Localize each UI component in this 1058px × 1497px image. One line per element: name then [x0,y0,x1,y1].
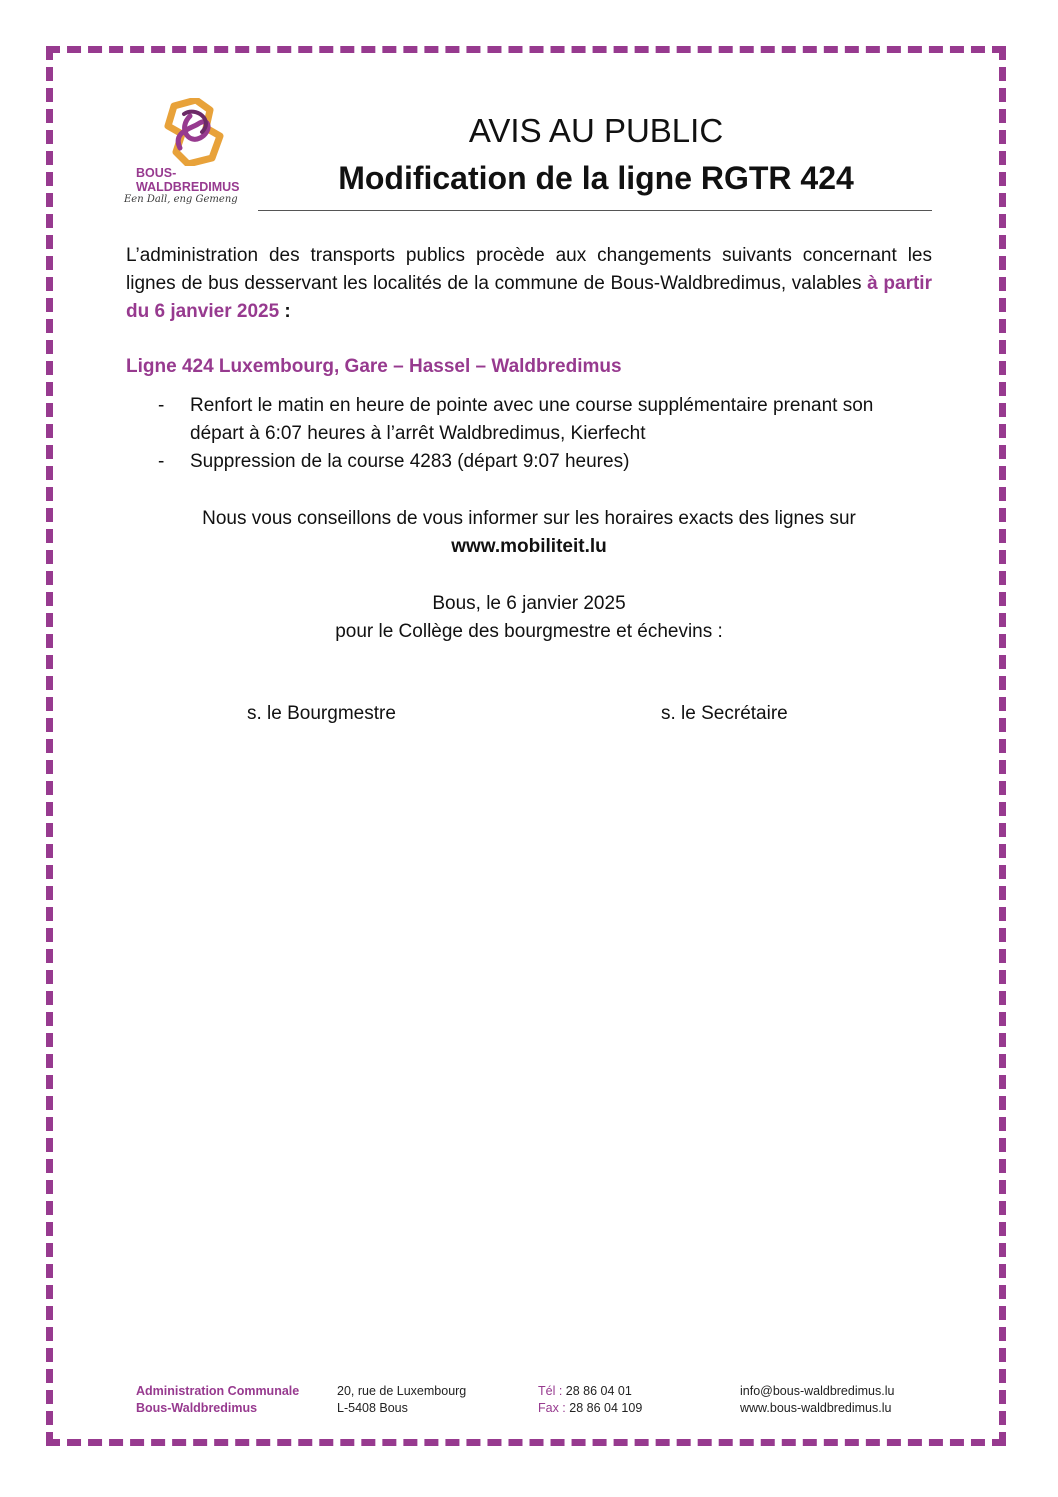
header-divider [258,210,932,211]
footer-org-line2: Bous-Waldbredimus [136,1401,258,1415]
bullet-text: Renfort le matin en heure de pointe avec une course supplémentaire prenant son départ à 6:07 heures à l’arrêt Waldbredimus, Kierfecht [190,395,874,444]
footer-address-line1: 20, rue de Luxembourg [337,1384,467,1398]
advice-text: Nous vous conseillons de vous informer sur les horaires exacts des lignes sur [202,508,856,529]
bullet-dash: - [158,395,165,416]
changes-list [126,392,932,476]
list-item [126,392,932,448]
fax-label: Fax : [538,1401,566,1415]
intro-text: L’administration des transports publics procède aux changements suivants concernant les lignes de bus desservant les localités de la commune de Bous-Waldbredimus, valables [126,245,932,294]
bullet-dash: - [158,451,165,472]
footer-contact [740,1383,894,1417]
footer-website-link[interactable]: www.bous-waldbredimus.lu [740,1401,892,1415]
footer-phone [538,1383,642,1417]
footer-email-link[interactable]: info@bous-waldbredimus.lu [740,1384,895,1398]
intro-paragraph [126,242,932,326]
intro-suffix: : [279,301,291,322]
fax-value: 28 86 04 109 [569,1401,643,1415]
mobiliteit-link[interactable]: www.mobiliteit.lu [451,536,607,557]
logo-emblem-icon [162,98,226,166]
signature-mayor: s. le Bourgmestre [247,703,396,724]
notice-title: AVIS AU PUBLIC [468,112,724,149]
college-line: pour le Collège des bourgmestre et échevins : [335,621,723,642]
logo-slogan: Een Dall, eng Gemeng [124,194,238,205]
footer-address [337,1383,466,1417]
bullet-text: Suppression de la course 4283 (départ 9:07 heures) [190,451,630,472]
advice-block [126,505,932,561]
line-section-title: Ligne 424 Luxembourg, Gare – Hassel – Waldbredimus [126,356,622,377]
dateline-block [126,590,932,646]
tel-value: 28 86 04 01 [565,1384,632,1398]
signature-secretary: s. le Secrétaire [661,703,788,724]
tel-label: Tél : [538,1384,563,1398]
place-date: Bous, le 6 janvier 2025 [432,593,626,614]
logo-name-line1: BOUS- [136,166,177,180]
logo-name-line2: WALDBREDIMUS [136,180,240,194]
list-item [126,448,932,476]
notice-subtitle: Modification de la ligne RGTR 424 [338,160,854,196]
footer-address-line2: L-5408 Bous [337,1401,408,1415]
logo-wordmark [136,166,239,194]
intro-date-highlight: à partir du 6 janvier 2025 [126,273,932,322]
footer-org-line1: Administration Communale [136,1384,300,1398]
footer-organisation [136,1383,299,1417]
commune-logo [122,98,262,214]
